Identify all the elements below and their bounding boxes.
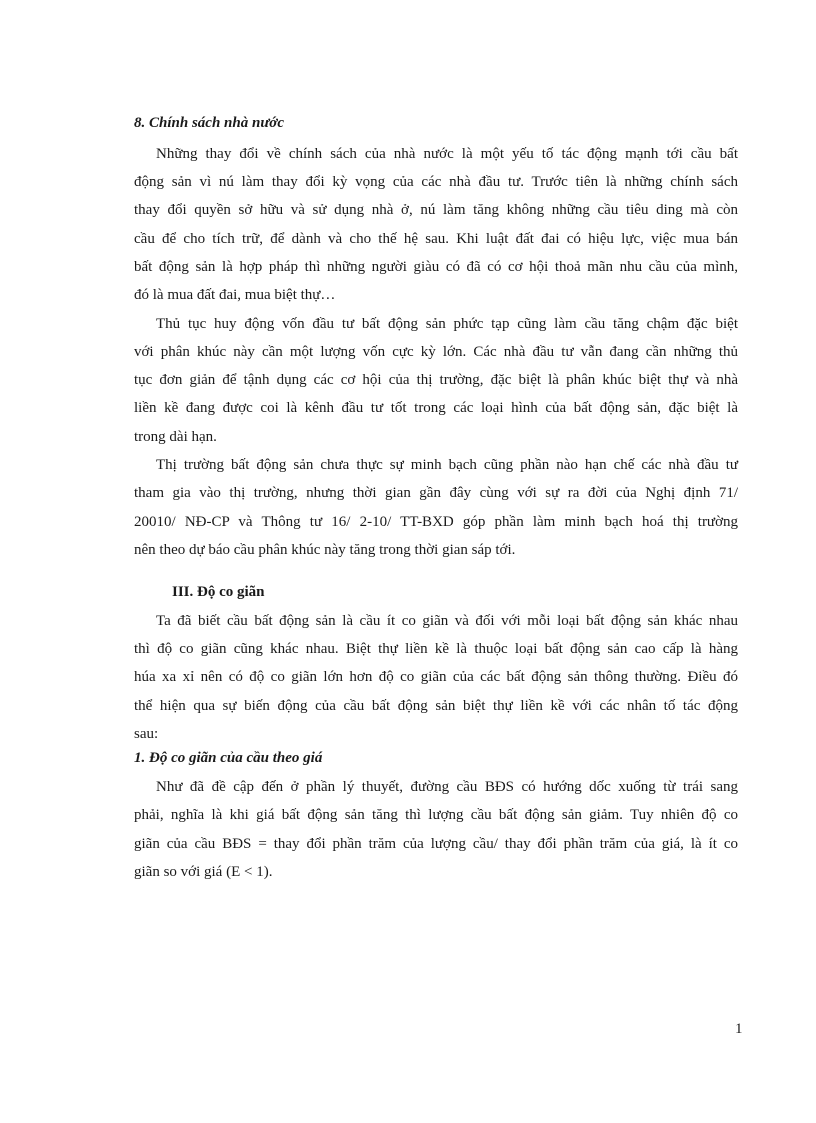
paragraph-line: Ta đã biết cầu bất động sản là cầu ít co giãn và đối với mỗi loại bất động sản khác nhau [156,613,738,629]
paragraph-line: giãn của cầu BĐS = thay đổi phần trăm của lượng cầu/ thay đổi phần trăm của giá, là ít co [134,836,738,852]
paragraph-line: sau: [134,726,159,742]
paragraph-line: 20010/ NĐ-CP và Thông tư 16/ 2-10/ TT-BXD góp phần làm minh bạch hoá thị trường [134,514,738,530]
paragraph-line: tham gia vào thị trường, nhưng thời gian gần đây cùng với sự ra đời của Nghị định 71/ [134,485,738,501]
section-heading-elasticity: III. Độ co giãn [172,584,265,600]
paragraph-line: tục đơn giản để tậnh dụng các cơ hội của thị trường, đặc biệt là phân khúc biệt thự và nhà [134,372,738,388]
paragraph-line: Thị trường bất động sản chưa thực sự minh bạch cũng phần nào hạn chế các nhà đầu tư [156,457,738,473]
subsection-heading-price-elasticity: 1. Độ co giãn của cầu theo giá [134,750,323,766]
paragraph-line: giãn so với giá (E < 1). [134,864,273,880]
paragraph-line: cầu để cho tích trữ, để dành và cho thế hệ sau. Khi luật đất đai có hiệu lực, việc mua bán [134,231,738,247]
paragraph-line: bất động sản là hợp pháp thì những người giàu có đã có cơ hội thoả mãn nhu cầu của mình, [134,259,738,275]
paragraph-line: Thủ tục huy động vốn đầu tư bất động sản phức tạp cũng làm cầu tăng chậm đặc biệt [156,316,738,332]
paragraph-line: húa xa xỉ nên có độ co giãn lớn hơn độ co giãn của các bất động sản thông thường. Điều đó [134,669,738,685]
paragraph-line: trong dài hạn. [134,429,217,445]
paragraph-line: Những thay đổi về chính sách của nhà nước là một yếu tố tác động mạnh tới cầu bất [156,146,738,162]
paragraph-line: liền kề đang được coi là kênh đầu tư tốt trong các loại hình của bất động sản, đặc biệt là [134,400,738,416]
paragraph-line: với phân khúc này cần một lượng vốn cực kỳ lớn. Các nhà đầu tư vẫn đang cần những thủ [134,344,738,360]
paragraph-line: phải, nghĩa là khi giá bất động sản tăng thì lượng cầu bất động sản giảm. Tuy nhiên độ co [134,807,738,823]
section-heading-policy: 8. Chính sách nhà nước [134,115,285,131]
page-number: 1 [735,1021,743,1037]
paragraph-line: thay đổi quyền sở hữu và sử dụng nhà ở, nú làm tăng không những cầu tiêu ding mà còn [134,202,738,218]
paragraph-line: nên theo dự báo cầu phân khúc này tăng trong thời gian sáp tới. [134,542,516,558]
paragraph-line: đó là mua đất đai, mua biệt thự… [134,287,336,303]
paragraph-line: Như đã đề cập đến ở phần lý thuyết, đường cầu BĐS có hướng dốc xuống từ trái sang [156,779,738,795]
paragraph-line: thể hiện qua sự biến động của cầu bất động sản biệt thự liền kề với các nhân tố tác động [134,698,738,714]
paragraph-line: thì độ co giãn cũng khác nhau. Biệt thự liền kề là thuộc loại bất động sản cao cấp là hàng [134,641,738,657]
paragraph-line: động sản vì nú làm thay đổi kỳ vọng của các nhà đầu tư. Trước tiên là những chính sách [134,174,738,190]
